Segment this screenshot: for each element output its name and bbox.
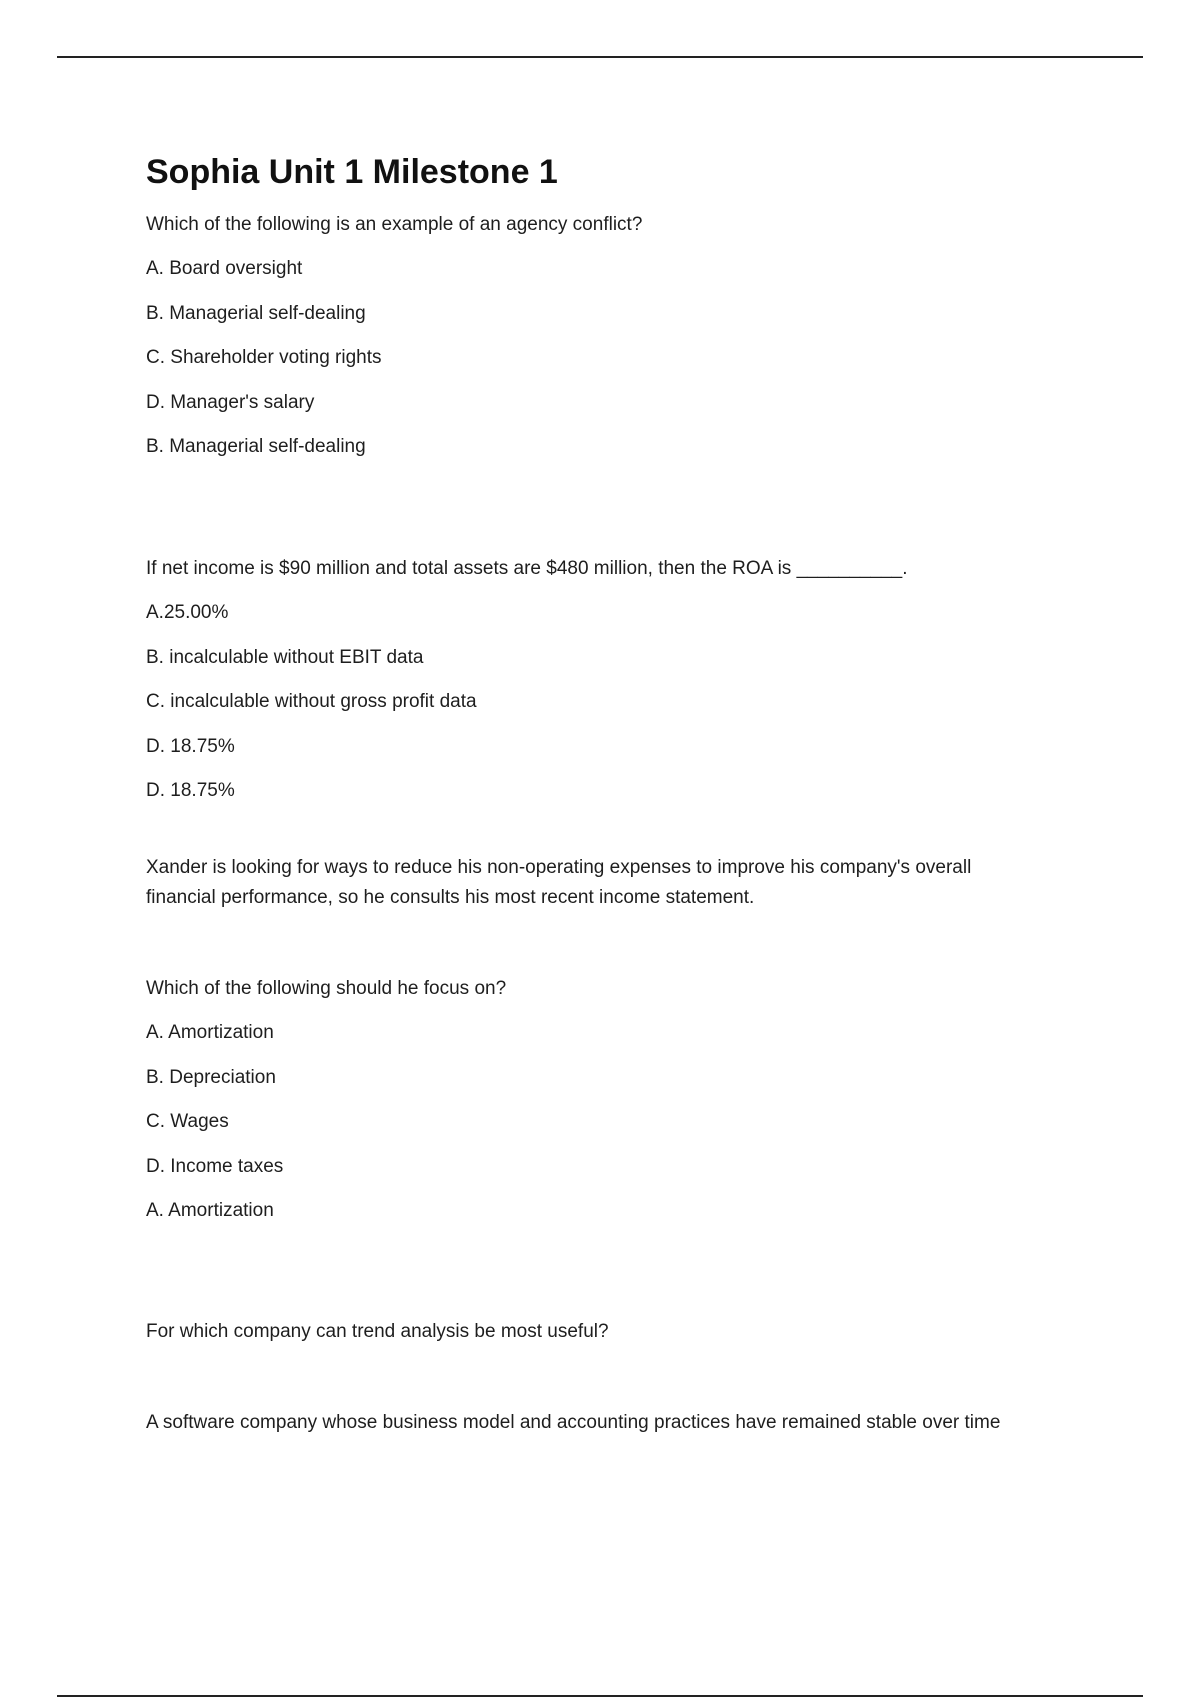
option-a: A. Board oversight xyxy=(146,258,303,279)
option-d: D. 18.75% xyxy=(146,736,235,757)
option-d: D. Manager's salary xyxy=(146,392,315,413)
question-2 xyxy=(146,554,1046,806)
bottom-rule xyxy=(57,1695,1143,1697)
question-prompt: Which of the following is an example of an agency conflict? xyxy=(146,214,643,235)
option-b: B. incalculable without EBIT data xyxy=(146,647,424,668)
option-a: A.25.00% xyxy=(146,602,229,623)
question-1 xyxy=(146,210,1046,462)
option-b: B. Managerial self-dealing xyxy=(146,303,366,324)
option-b: B. Depreciation xyxy=(146,1067,276,1088)
option-c: C. incalculable without gross profit data xyxy=(146,691,477,712)
answer: D. 18.75% xyxy=(146,780,235,801)
option-a: A. Amortization xyxy=(146,1022,274,1043)
question-prompt: Which of the following should he focus on? xyxy=(146,978,507,999)
question-prompt: For which company can trend analysis be most useful? xyxy=(146,1321,609,1342)
answer: A. Amortization xyxy=(146,1200,274,1221)
answer: A software company whose business model and accounting practices have remained stable over time xyxy=(146,1412,1001,1433)
answer: B. Managerial self-dealing xyxy=(146,436,366,457)
document-title: Sophia Unit 1 Milestone 1 xyxy=(146,153,558,191)
question-prompt: If net income is $90 million and total assets are $480 million, then the ROA is __________. xyxy=(146,558,908,579)
option-d: D. Income taxes xyxy=(146,1156,284,1177)
document-body xyxy=(146,150,1046,1438)
option-c: C. Shareholder voting rights xyxy=(146,347,382,368)
question-3 xyxy=(146,853,1046,1226)
question-context: Xander is looking for ways to reduce his non-operating expenses to improve his company's overall financial performance, so he consults his most recent income statement. xyxy=(146,857,972,908)
top-rule xyxy=(57,56,1143,58)
question-4 xyxy=(146,1317,1046,1438)
option-c: C. Wages xyxy=(146,1111,229,1132)
